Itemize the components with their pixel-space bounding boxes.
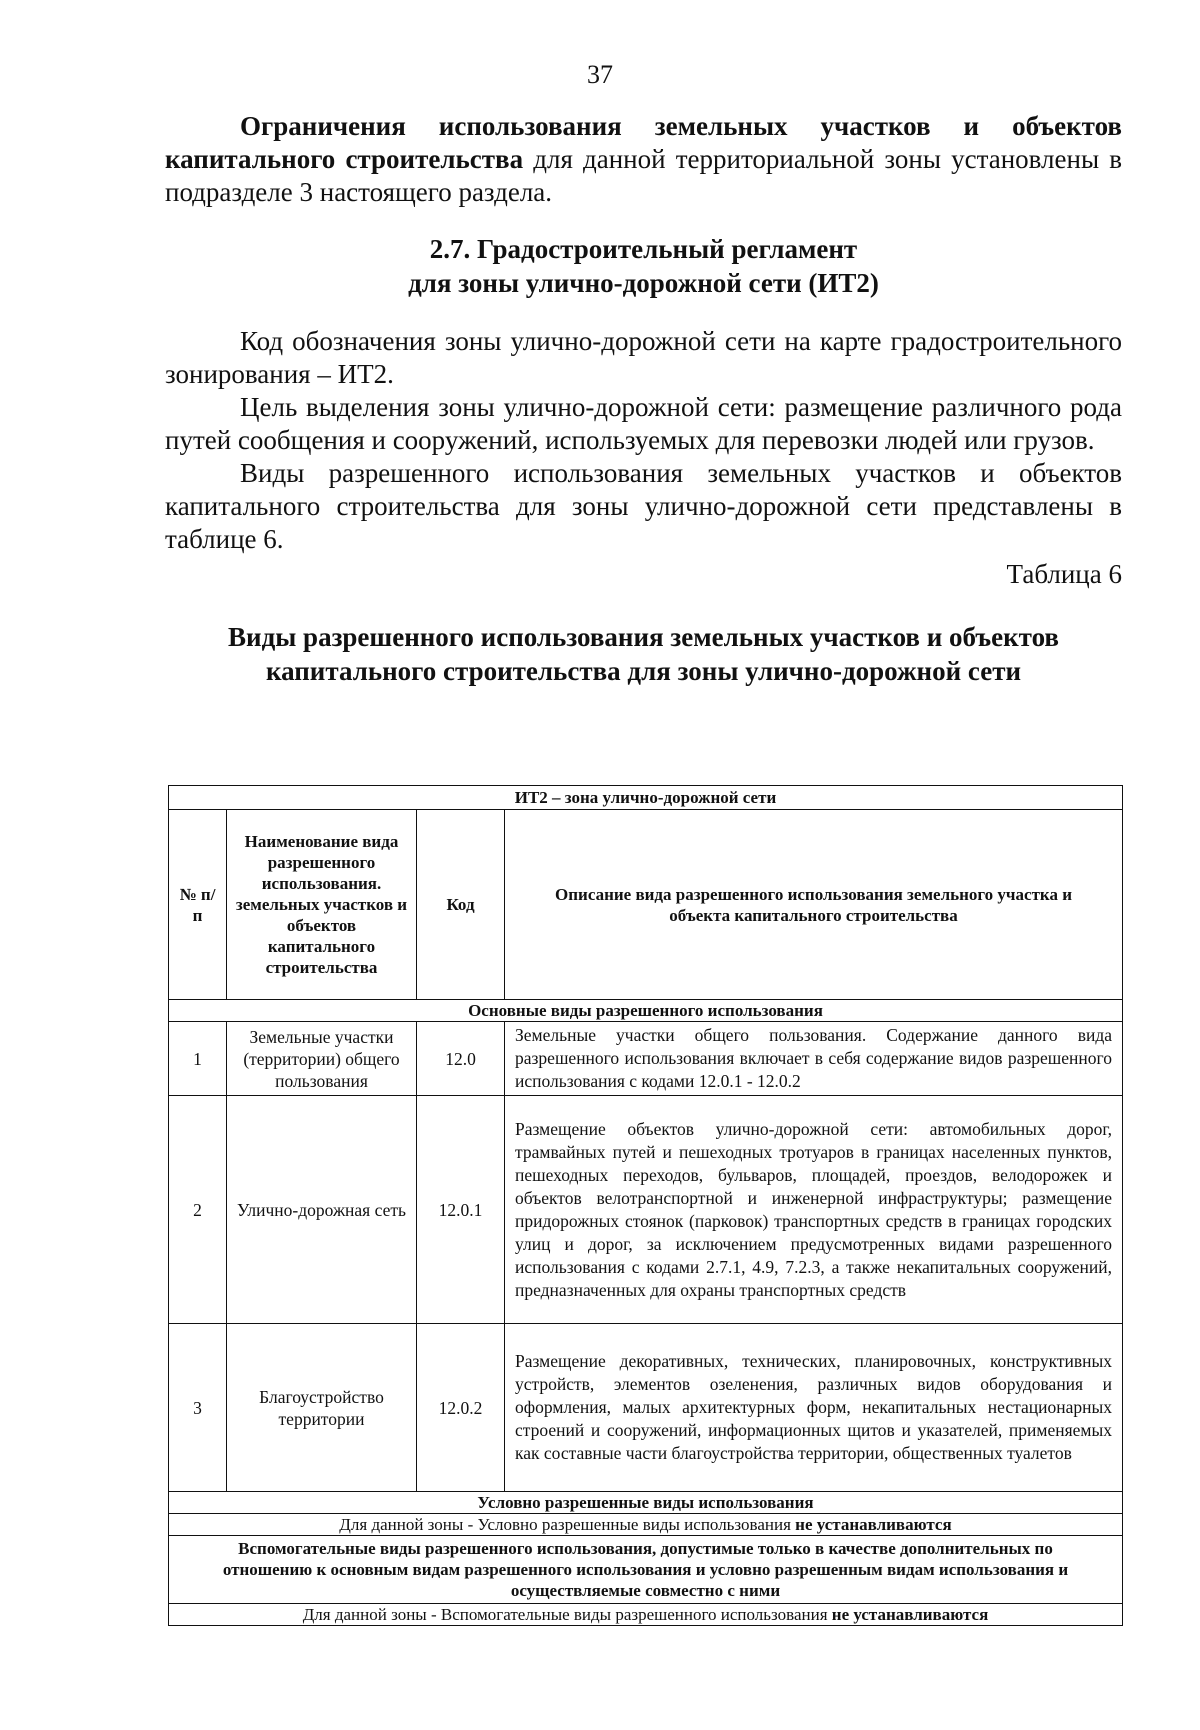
body-paragraphs: [165, 325, 1122, 591]
col-header-code: Код: [417, 810, 505, 1000]
table-title-line2: капитального строительства для зоны улично-дорожной сети: [265, 656, 1022, 686]
table-row: [169, 1324, 1123, 1492]
row-num: 2: [169, 1096, 227, 1324]
row-name: Улично-дорожная сеть: [227, 1096, 417, 1324]
section-heading: [165, 232, 1122, 300]
col-header-desc: Описание вида разрешенного использования земельного участка и объекта капитального строительства: [505, 810, 1123, 1000]
row-desc: Земельные участки общего пользования. Содержание данного вида разрешенного использования включает в себя содержание видов разрешенного использования с кодами 12.0.1 - 12.0.2: [505, 1022, 1123, 1096]
conditional-section-header: Условно разрешенные виды использования: [169, 1492, 1123, 1514]
code-paragraph: Код обозначения зоны улично-дорожной сети на карте градостроительного зонирования – ИТ2.: [165, 326, 1122, 389]
table-row: [169, 1096, 1123, 1324]
intro-paragraph: [165, 110, 1122, 209]
row-num: 1: [169, 1022, 227, 1096]
row-num: 3: [169, 1324, 227, 1492]
row-code: 12.0: [417, 1022, 505, 1096]
types-paragraph: Виды разрешенного использования земельных участков и объектов капитального строительства для зоны улично-дорожной сети представлены в таблице 6.: [165, 458, 1122, 554]
main-section-header: Основные виды разрешенного использования: [169, 1000, 1123, 1022]
row-desc: Размещение объектов улично-дорожной сети: автомобильных дорог, трамвайных путей и пешеходных тротуаров в границах населенных пунктов, пешеходных переходов, бульваров, площадей, проездов, велодорожек и объектов велотранспортной и инженерной инфраструктуры; размещение придорожных стоянок (парковок) транспортных средств в границах городских улиц и дорог, за исключением предусмотренных видами разрешенного использования с кодами 2.7.1, 4.9, 7.2.3, а также некапитальных сооружений, предназначенных для охраны транспортных средств: [505, 1096, 1123, 1324]
auxiliary-note: [169, 1604, 1123, 1626]
goal-paragraph: Цель выделения зоны улично-дорожной сети: размещение различного рода путей сообщения и сооружений, используемых для перевозки людей или грузов.: [165, 392, 1122, 455]
intro-text: [165, 110, 1122, 209]
col-header-name: Наименование вида разрешенного использования. земельных участков и объектов капитального строительства: [227, 810, 417, 1000]
row-code: 12.0.1: [417, 1096, 505, 1324]
intro-rest: для данной территориальной зоны установлены в подразделе 3 настоящего раздела.: [165, 144, 1122, 207]
section-title-line1: 2.7. Градостроительный регламент: [429, 234, 858, 264]
auxiliary-section-header: Вспомогательные виды разрешенного использования, допустимые только в качестве дополнительных по отношению к основным видам разрешенного использования и условно разрешенным видам использования и осуществляемые совместно с ними: [169, 1536, 1123, 1604]
row-code: 12.0.2: [417, 1324, 505, 1492]
page-number: 37: [587, 60, 613, 89]
table-title: [165, 620, 1122, 688]
table-label: Таблица 6: [1006, 559, 1122, 589]
col-header-num: № п/п: [169, 810, 227, 1000]
conditional-note-emphasis: не устанавливаются: [795, 1515, 952, 1534]
conditional-note-text: Для данной зоны - Условно разрешенные виды использования: [339, 1515, 796, 1534]
land-use-table: [168, 785, 1123, 1626]
intro-bold: Ограничения использования земельных участков и объектов капитального строительства: [165, 111, 1122, 174]
row-name: Благоустройство территории: [227, 1324, 417, 1492]
row-desc: Размещение декоративных, технических, планировочных, конструктивных устройств, элементов озеленения, различных видов оборудования и оформления, малых архитектурных форм, некапитальных нестационарных строений и сооружений, информационных щитов и указателей, применяемых как составные части благоустройства территории, общественных туалетов: [505, 1324, 1123, 1492]
zone-header: ИТ2 – зона улично-дорожной сети: [169, 786, 1123, 810]
auxiliary-note-emphasis: не устанавливаются: [831, 1605, 989, 1624]
table-title-line1: Виды разрешенного использования земельных участков и объектов: [228, 622, 1059, 652]
section-title-line2: для зоны улично-дорожной сети (ИТ2): [408, 268, 879, 298]
auxiliary-note-text: Для данной зоны - Вспомогательные виды разрешенного использования: [302, 1605, 832, 1624]
row-name: Земельные участки (территории) общего пользования: [227, 1022, 417, 1096]
table-row: [169, 1022, 1123, 1096]
conditional-note: [169, 1514, 1123, 1536]
